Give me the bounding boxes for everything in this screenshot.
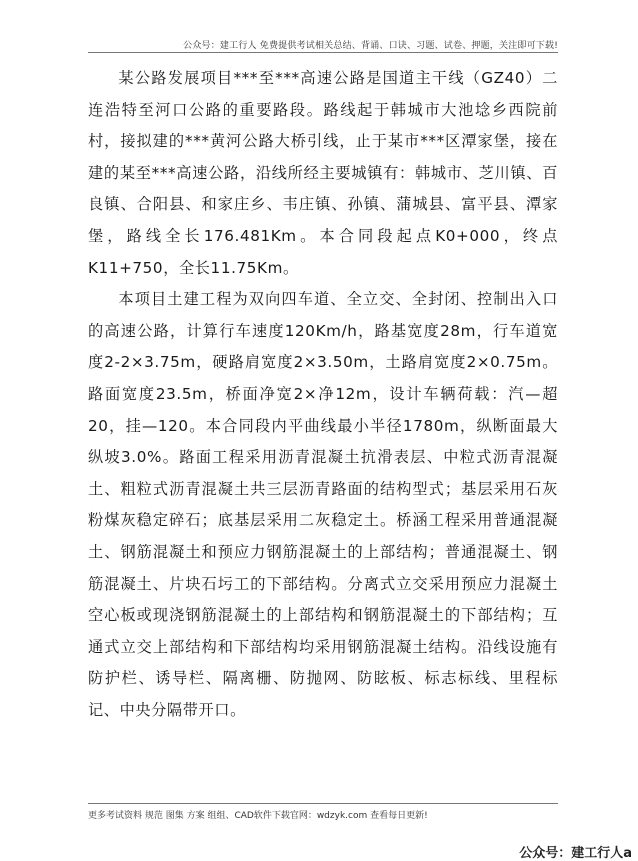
- paragraph-1: 某公路发展项目***至***高速公路是国道主干线（GZ40）二连浩特至河口公路的重要路段。路线起于韩城市大池埝乡西院前村，接拟建的***黄河公路大桥引线，止于某市***区潭家堡，接在建的某至***高速公路，沿线所经主要城镇有：韩城市、芝川镇、百良镇、合阳县、和家庄乡、韦庄镇、孙镇、蒲城县、富平县、潭家堡，路线全长176.481Km。本合同段起点K0+000，终点K11+750，全长11.75Km。: [88, 69, 558, 277]
- document-body: [88, 63, 558, 726]
- watermark-label: 公众号：建工行人a: [519, 846, 632, 861]
- footer-divider: [88, 803, 558, 804]
- page-footer: 更多考试资料 规范 图集 方案 组组、CAD软件下载官网：wdzyk.com 查看每日更新!: [88, 811, 428, 821]
- header-divider: [88, 52, 558, 53]
- page-header: 公众号：建工行人 免费提供考试相关总结、背诵、口诀、习题、试卷、押题，关注即可下载!: [183, 41, 558, 51]
- paragraph-2: 本项目土建工程为双向四车道、全立交、全封闭、控制出入口的高速公路，计算行车速度120Km/h，路基宽度28m，行车道宽度2-2×3.75m，硬路肩宽度2×3.50m，土路肩宽度2×0.75m。路面宽度23.5m，桥面净宽2×净12m，设计车辆荷载：汽—超20，挂—120。本合同段内平曲线最小半径1780m，纵断面最大纵坡3.0%。路面工程采用沥青混凝土抗滑表层、中粒式沥青混凝土、粗粒式沥青混凝土共三层沥青路面的结构型式；基层采用石灰粉煤灰稳定碎石；底基层采用二灰稳定土。桥涵工程采用普通混凝土、钢筋混凝土和预应力钢筋混凝土的上部结构；普通混凝土、钢筋混凝土、片块石圬工的下部结构。分离式立交采用预应力混凝土空心板或现浇钢筋混凝土的上部结构和钢筋混凝土的下部结构；互通式立交上部结构和下部结构均采用钢筋混凝土结构。沿线设施有防护栏、诱导栏、隔离栅、防抛网、防眩板、标志标线、里程标记、中央分隔带开口。: [88, 290, 558, 719]
